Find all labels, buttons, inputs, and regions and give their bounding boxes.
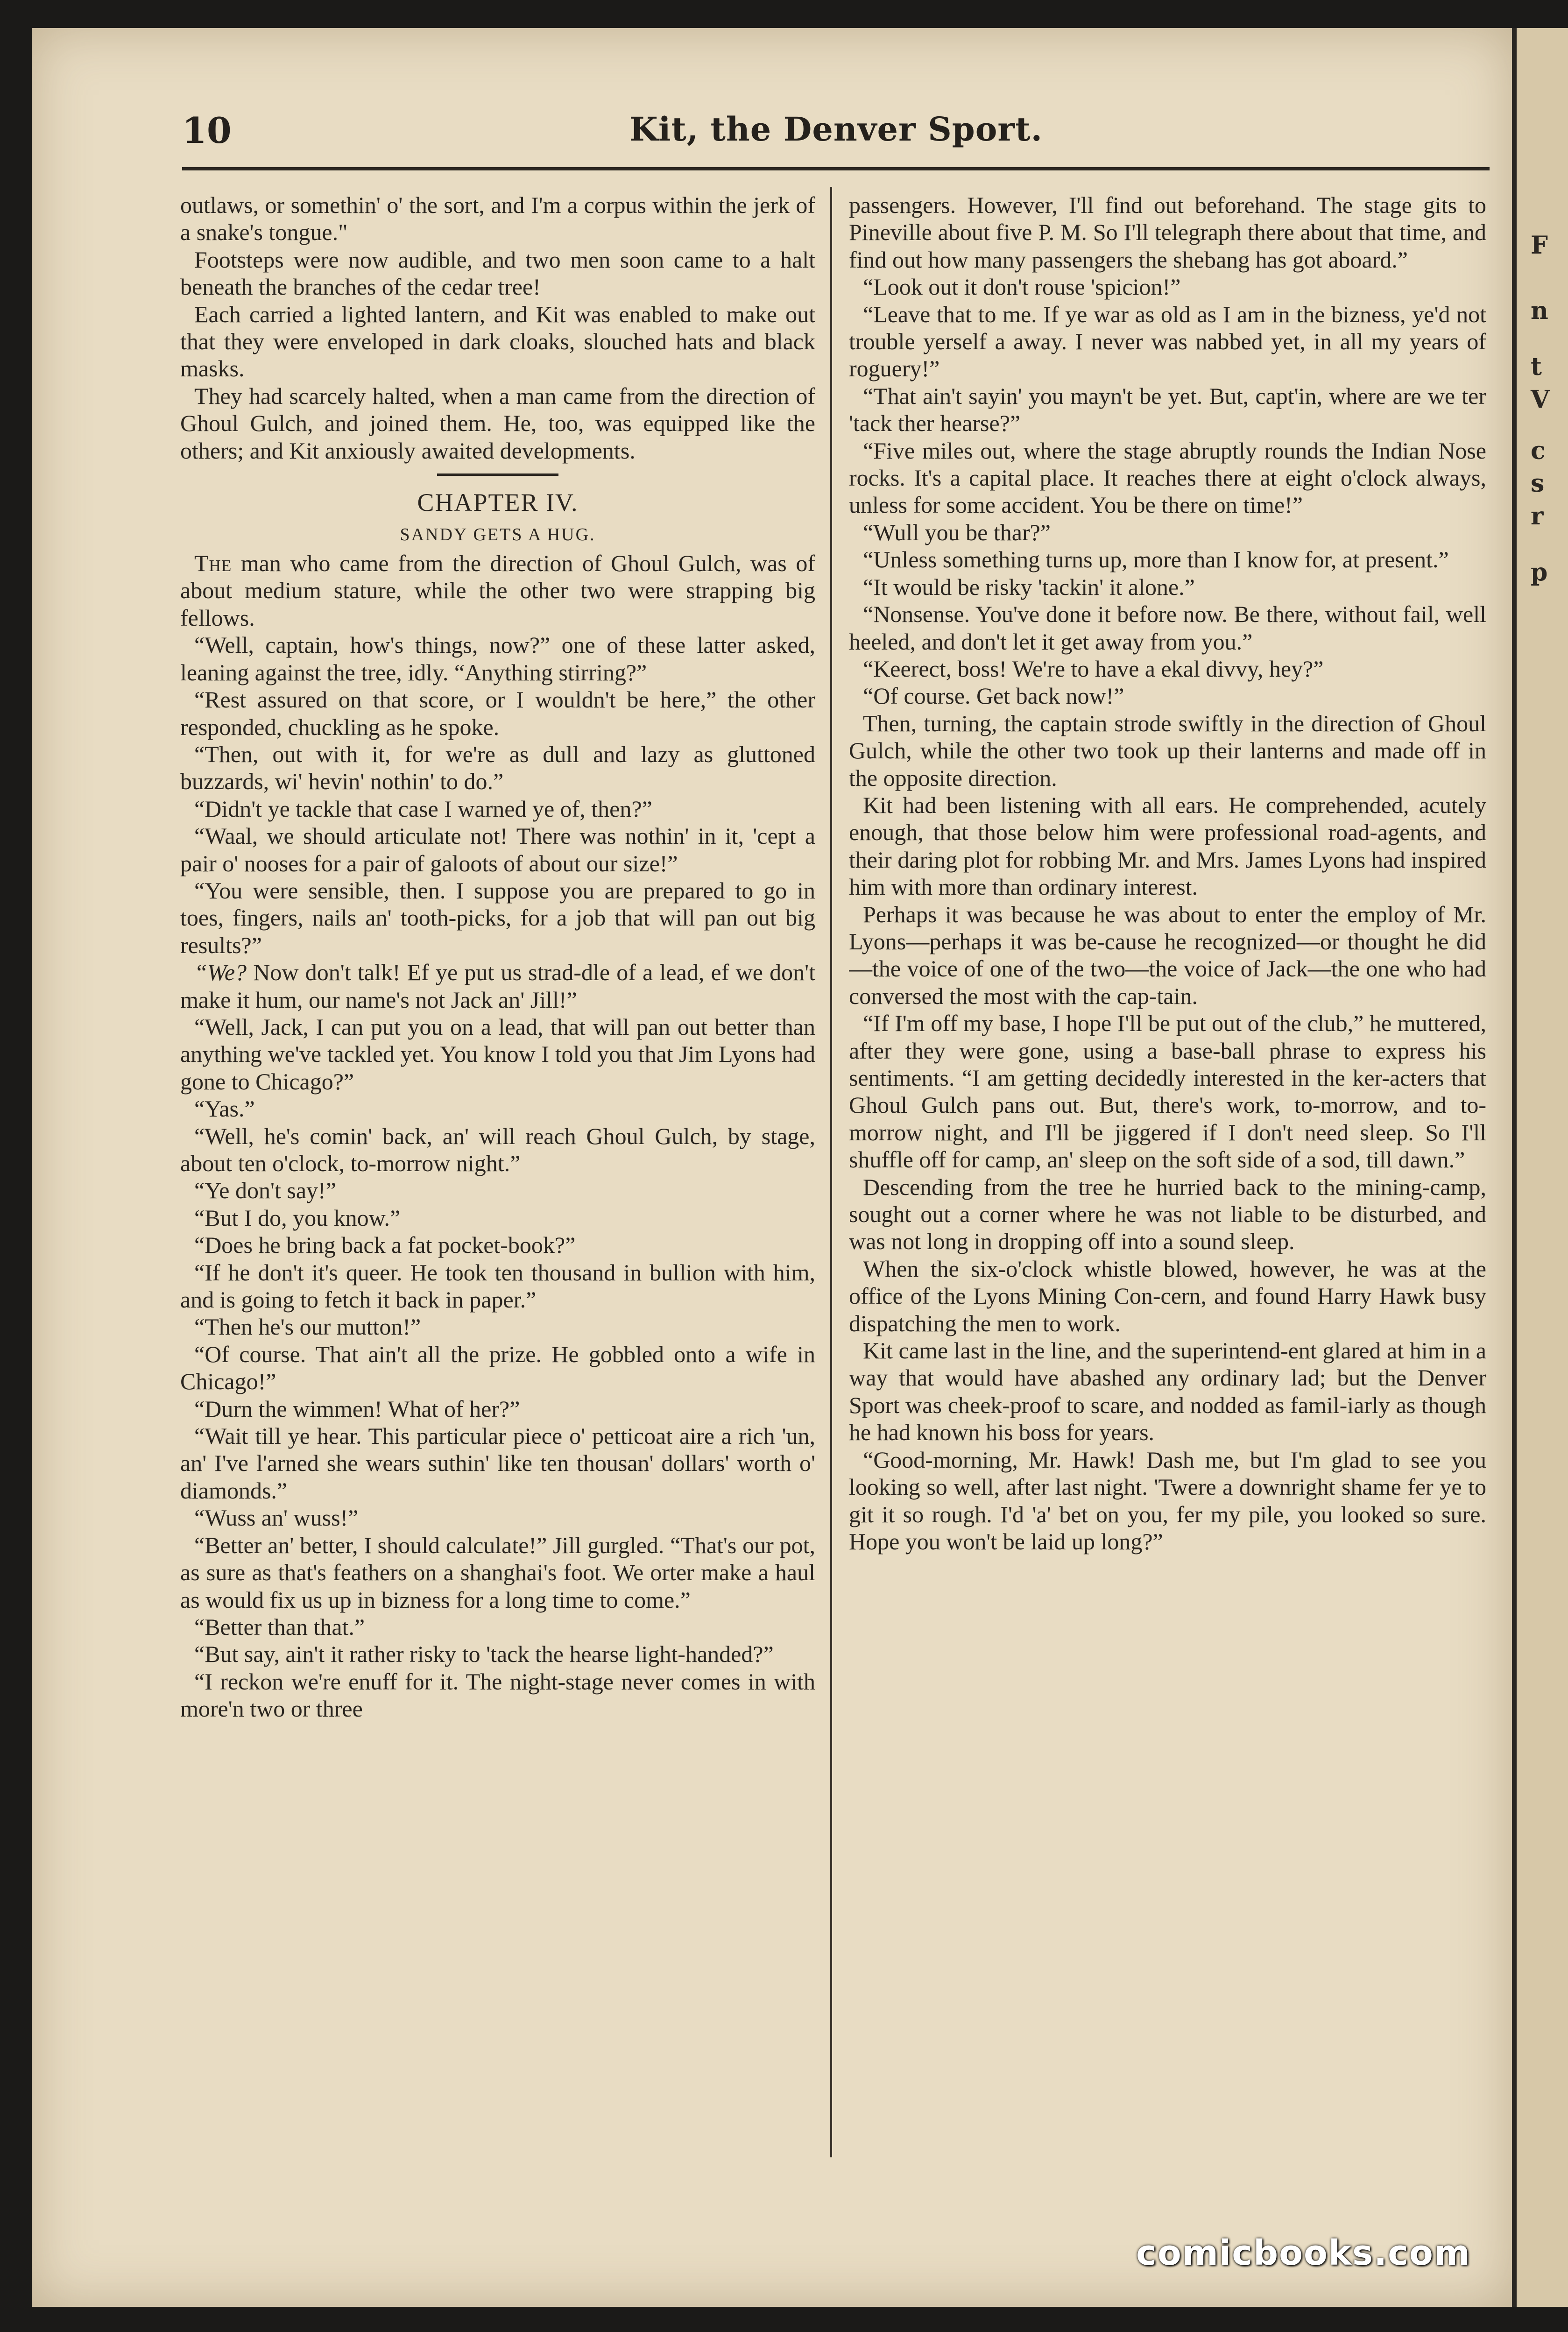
paragraph: “If he don't it's queer. He took ten thousand in bullion with him, and is going to fetch it back in paper.” — [180, 1259, 815, 1313]
fragment-letter: s — [1531, 469, 1545, 498]
chapter-subtitle: SANDY GETS A HUG. — [400, 525, 596, 545]
paragraph: They had scarcely halted, when a man came from the direction of Ghoul Gulch, and joined them. He, too, was equipped like the others; and Kit anxiously awaited developments. — [180, 382, 815, 464]
header-rule — [182, 167, 1490, 170]
paragraph: Perhaps it was because he was about to enter the employ of Mr. Lyons—perhaps it was be-cause he recognized—or thought he did—the voice of one of the two—the voice of Jack—the one who had conversed the most with the cap-tain. — [849, 901, 1486, 1009]
paragraph: “Then, out with it, for we're as dull and lazy as gluttoned buzzards, wi' hevin' nothin' to do.” — [180, 741, 815, 795]
paragraph: “Five miles out, where the stage abruptly rounds the Indian Nose rocks. It's a capital place. It reaches there at eight o'clock always, unless for some accident. You be there on time!” — [849, 437, 1486, 518]
paragraph: “But I do, you know.” — [194, 1204, 401, 1231]
paragraph: “Unless something turns up, more than I know for, at present.” — [863, 546, 1449, 573]
page-number: 10 — [182, 110, 232, 151]
paragraph: “Well, Jack, I can put you on a lead, that will pan out better than anything we've tackled yet. You know I told you that Jim Lyons had gone to Chicago?” — [180, 1013, 815, 1095]
paragraph: “Didn't ye tackle that case I warned ye of, then?” — [194, 795, 652, 822]
emphasis: “We? — [194, 959, 247, 986]
fragment-letter: F — [1531, 231, 1548, 260]
column-divider — [830, 187, 832, 2157]
paragraph: “Of course. That ain't all the prize. He gobbled onto a wife in Chicago!” — [180, 1341, 815, 1395]
site-watermark: comicbooks.com — [1136, 2233, 1471, 2273]
paragraph: “Better an' better, I should calculate!” Jill gurgled. “That's our pot, as sure as that's feathers on a shanghai's foot. We orter make a haul as would fix us up in bizness for a long time to come.” — [180, 1532, 815, 1613]
paragraph: outlaws, or somethin' o' the sort, and I'm a corpus within the jerk of a snake's tongue." — [180, 192, 815, 246]
paragraph: Footsteps were now audible, and two men soon came to a halt beneath the branches of the cedar tree! — [180, 246, 815, 300]
running-title: Kit, the Denver Sport. — [629, 110, 1043, 148]
paragraph: Kit came last in the line, and the superintend-ent glared at him in a way that would have abashed any ordinary lad; but the Denver Sport was cheek-proof to scare, and nodded as famil-iarly as though he had known his boss for years. — [849, 1337, 1486, 1446]
paragraph: “Waal, we should articulate not! There was nothin' in it, 'cept a pair o' nooses for a pair of galoots of about our size!” — [180, 823, 815, 876]
fragment-letter: r — [1531, 502, 1544, 530]
paragraph: “Good-morning, Mr. Hawk! Dash me, but I'm glad to see you looking so well, after last night. 'Twere a downright shame fer ye to git it so rough. I'd 'a' bet on you, fer my pile, you looked so sure. Hope you won't be laid up long?” — [849, 1446, 1486, 1555]
paragraph: “Better than that.” — [194, 1613, 365, 1640]
chapter-heading: CHAPTER IV. — [417, 488, 579, 517]
paragraph: Kit had been listening with all ears. He comprehended, acutely enough, that those below him were professional road-agents, and their daring plot for robbing Mr. and Mrs. James Lyons had inspired him with more than ordinary interest. — [849, 791, 1486, 900]
paragraph: “Ye don't say!” — [194, 1177, 336, 1204]
fragment-letter: p — [1531, 558, 1548, 587]
fragment-letter: V — [1531, 385, 1550, 414]
fragment-letter: c — [1531, 437, 1546, 465]
paragraph: “Keerect, boss! We're to have a ekal divvy, hey?” — [863, 655, 1324, 682]
paragraph: “But say, ain't it rather risky to 'tack the hearse light-handed?” — [194, 1641, 774, 1668]
paragraph: Then, turning, the captain strode swiftly in the direction of Ghoul Gulch, while the other two took up their lanterns and made off in the opposite direction. — [849, 710, 1486, 791]
fragment-letter: n — [1531, 297, 1548, 325]
paragraph: “I reckon we're enuff for it. The night-stage never comes in with more'n two or three — [180, 1668, 815, 1722]
paragraph-text: Now don't talk! Ef ye put us strad-dle of a lead, ef we don't make it hum, our name's not Jack an' Jill!” — [180, 959, 815, 1013]
paragraph: “Durn the wimmen! What of her?” — [194, 1395, 520, 1422]
paragraph: “It would be risky 'tackin' it alone.” — [863, 573, 1195, 600]
paragraph: “Wull you be thar?” — [863, 519, 1051, 545]
paragraph: “Does he bring back a fat pocket-book?” — [194, 1232, 576, 1258]
section-divider — [437, 473, 558, 476]
paragraph: passengers. However, I'll find out beforehand. The stage gits to Pineville about five P. M. So I'll telegraph there about that time, and find out how many passengers the shebang has got aboard.” — [849, 192, 1486, 273]
paragraph: “Then he's our mutton!” — [194, 1314, 421, 1340]
page-header — [32, 28, 1512, 168]
paragraph: “If I'm off my base, I hope I'll be put out of the club,” he muttered, after they were gone, using a base-ball phrase to express his sentiments. “I am getting decidedly interested in the ker-acters that Ghoul Gulch pans out. But, there's work, to-morrow, and to-morrow night, and I'll be jiggered if I don't need sleep. So I'll shuffle off for camp, an' sleep on the soft side of a sod, till dawn.” — [849, 1010, 1486, 1173]
paragraph: Each carried a lighted lantern, and Kit was enabled to make out that they were enveloped in dark cloaks, slouched hats and black masks. — [180, 301, 815, 382]
paragraph-text: man who came from the direction of Ghoul Gulch, was of about medium stature, while the other two were strapping big fellows. — [180, 550, 815, 631]
paragraph: “You were sensible, then. I suppose you are prepared to go in toes, fingers, nails an' tooth-picks, for a job that will pan out big results?” — [180, 877, 815, 958]
paragraph: “Well, captain, how's things, now?” one of these latter asked, leaning against the tree, idly. “Anything stirring?” — [180, 632, 815, 685]
paragraph — [180, 959, 815, 1013]
paragraph: “Leave that to me. If ye war as old as I am in the bizness, ye'd not trouble yerself a away. I never was nabbed yet, in all my years of roguery!” — [849, 301, 1486, 382]
paragraph — [180, 550, 815, 631]
paragraph: “Well, he's comin' back, an' will reach Ghoul Gulch, by stage, about ten o'clock, to-morrow night.” — [180, 1123, 815, 1176]
paragraph: “Wuss an' wuss!” — [194, 1505, 359, 1531]
paragraph: “Yas.” — [194, 1095, 255, 1122]
paragraph: “Of course. Get back now!” — [863, 683, 1124, 709]
paragraph: “Look out it don't rouse 'spicion!” — [863, 274, 1181, 300]
paragraph: “Wait till ye hear. This particular piece o' petticoat aire a rich 'un, an' I've l'arned she wears suthin' like ten thousan' dollars' worth o' diamonds.” — [180, 1423, 815, 1504]
fragment-letter: t — [1531, 353, 1542, 381]
paragraph: “Rest assured on that score, or I wouldn't be here,” the other responded, chuckling as he spoke. — [180, 686, 815, 740]
magazine-page — [32, 28, 1512, 2307]
paragraph: “Nonsense. You've done it before now. Be there, without fail, well heeled, and don't let it get away from you.” — [849, 601, 1486, 655]
right-column — [849, 191, 1486, 2162]
adjacent-page-edge — [1512, 28, 1568, 2307]
paragraph: Descending from the tree he hurried back to the mining-camp, sought out a corner where he was not liable to be disturbed, and was not long in dropping off into a sound sleep. — [849, 1173, 1486, 1255]
lead-word: The — [194, 550, 232, 577]
left-column — [180, 191, 815, 2162]
paragraph: “That ain't sayin' you mayn't be yet. But, capt'in, where are we ter 'tack ther hearse?” — [849, 382, 1486, 437]
paragraph: When the six-o'clock whistle blowed, however, he was at the office of the Lyons Mining Con-cern, and found Harry Hawk busy dispatching the men to work. — [849, 1255, 1486, 1336]
